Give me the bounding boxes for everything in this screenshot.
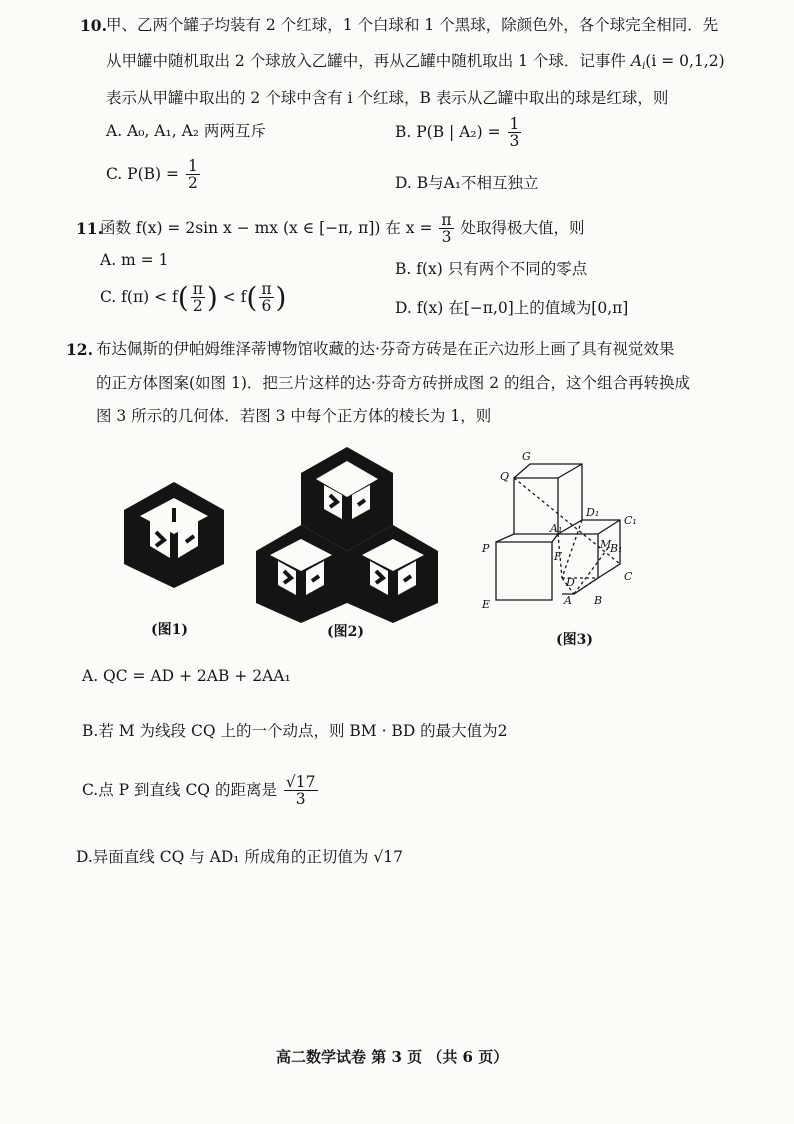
label-m: M xyxy=(600,538,612,551)
q12-line2: 的正方体图案(如图 1)．把三片这样的达·芬奇方砖拼成图 2 的组合，这个组合再转换成 xyxy=(96,374,691,392)
q12-line1: 布达佩斯的伊帕姆维泽蒂博物馆收藏的达·芬奇方砖是在正六边形上画了具有视觉效果 xyxy=(96,340,675,358)
label-a: A xyxy=(564,594,572,607)
q11-option-b: B. f(x) 只有两个不同的零点 xyxy=(395,260,588,278)
label-p: P xyxy=(482,542,490,555)
q12-number: 12. xyxy=(66,340,93,359)
q10-option-c: C. P(B) = $\frac{1}{2}$ xyxy=(106,157,198,193)
figure-2-tiles xyxy=(254,445,440,625)
label-a1: A₁ xyxy=(550,522,563,535)
fraction: $\frac{\pi}{3}$ xyxy=(441,211,452,247)
page-footer: 高二数学试卷 第 3 页 （共 6 页） xyxy=(276,1048,509,1066)
q11-option-c: C. f(π) < f( $\frac{\pi}{2}$ ) < f( $\frac{\pi}{6}$ ) xyxy=(100,280,287,316)
q10-line2: 从甲罐中随机取出 2 个球放入乙罐中，再从乙罐中随机取出 1 个球．记事件 $A_i(i = 0,1,2)$ xyxy=(106,52,725,72)
fraction: $\frac{\pi}{2}$ xyxy=(192,280,203,316)
fraction: $\frac{\pi}{6}$ xyxy=(261,280,272,316)
figure-3-caption: (图3) xyxy=(556,632,593,648)
label-q: Q xyxy=(500,470,510,483)
q12-line3: 图 3 所示的几何体．若图 3 中每个正方体的棱长为 1，则 xyxy=(96,407,492,425)
q11-line1: 函数 f(x) = 2sin x − mx (x ∈ [−π, π]) 在 x = $\frac{\pi}{3}$ 处取得极大值，则 xyxy=(100,211,585,247)
q12-option-b: B.若 M 为线段 CQ 上的一个动点，则 BM · BD 的最大值为2 xyxy=(82,722,508,740)
q12-option-c: C.点 P 到直线 CQ 的距离是 $\frac{√17}{3}$ xyxy=(82,773,316,809)
fraction: $\frac{1}{2}$ xyxy=(187,157,198,193)
label-d: D xyxy=(566,576,575,589)
label-c: C xyxy=(624,570,633,583)
figure-2-caption: (图2) xyxy=(327,624,364,640)
label-b1: B₁ xyxy=(610,542,623,555)
label-e: E xyxy=(482,598,491,611)
q10-number: 10. xyxy=(80,16,107,35)
q12-option-a: A. QC = AD + 2AB + 2AA₁ xyxy=(82,667,291,685)
figure-3-geometry xyxy=(478,448,678,618)
q12-option-d: D.异面直线 CQ 与 AD₁ 所成角的正切值为 √17 xyxy=(76,848,403,866)
q10-line3: 表示从甲罐中取出的 2 个球中含有 i 个红球，B 表示从乙罐中取出的球是红球，则 xyxy=(106,89,669,107)
q10-line1: 甲、乙两个罐子均装有 2 个红球，1 个白球和 1 个黑球，除颜色外，各个球完全相同．先 xyxy=(106,16,719,34)
q11-option-a: A. m = 1 xyxy=(100,251,169,269)
fraction: $\frac{√17}{3}$ xyxy=(285,773,316,809)
label-f: F xyxy=(554,550,562,563)
q10-option-a: A. A₀, A₁, A₂ 两两互斥 xyxy=(106,122,266,140)
figure-1-caption: (图1) xyxy=(151,622,188,638)
q10-option-b: B. P(B | A₂) = $\frac{1}{3}$ xyxy=(395,115,520,151)
q10-option-d: D. B与A₁不相互独立 xyxy=(395,174,539,192)
label-g: G xyxy=(522,450,531,463)
fraction: $\frac{1}{3}$ xyxy=(509,115,520,151)
label-b: B xyxy=(594,594,603,607)
label-d1: D₁ xyxy=(586,506,600,519)
q11-number: 11. xyxy=(76,219,103,238)
figure-1-tile xyxy=(120,480,228,590)
q11-option-d: D. f(x) 在[−π,0]上的值域为[0,π] xyxy=(395,299,629,317)
label-c1: C₁ xyxy=(624,514,637,527)
